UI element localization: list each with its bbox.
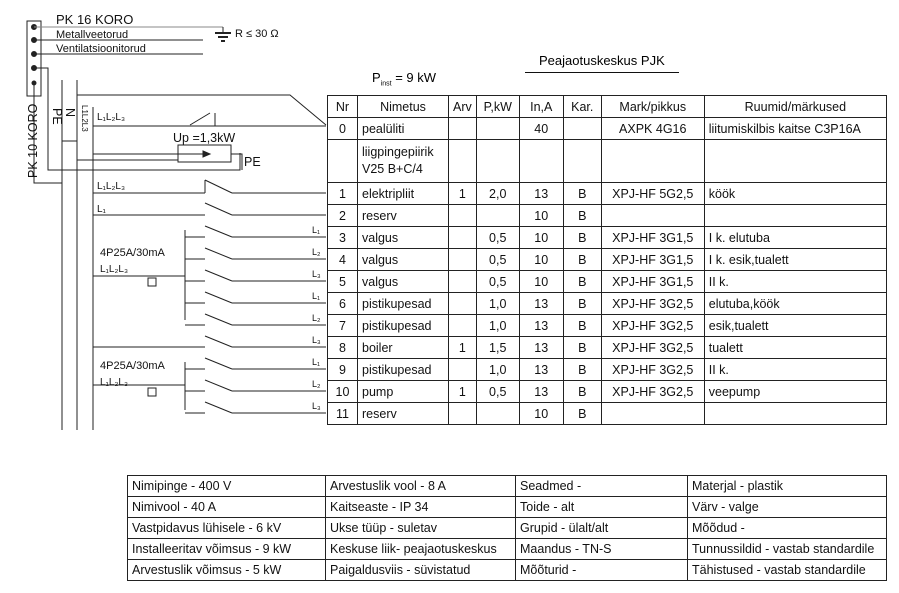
circuit-cell — [704, 205, 886, 227]
info-cell: Toide - alt — [516, 497, 688, 518]
circuit-cell: 0 — [328, 118, 358, 140]
circuit-cell: liitumiskilbis kaitse C3P16A — [704, 118, 886, 140]
circuit-cell: 13 — [519, 359, 563, 381]
circuit-cell: pistikupesad — [358, 359, 449, 381]
circuit-row — [328, 118, 887, 140]
column-header: Nr — [328, 96, 358, 118]
circuit-cell: 10 — [519, 249, 563, 271]
column-header: Arv — [449, 96, 477, 118]
pk16-label: PK 16 KORO — [56, 12, 134, 27]
circuit-cell: B — [563, 337, 601, 359]
circuit-cell: valgus — [358, 271, 449, 293]
circuit-cell: XPJ-HF 3G1,5 — [601, 249, 704, 271]
circuit-cell: esik,tualett — [704, 315, 886, 337]
circuit-cell: reserv — [358, 205, 449, 227]
info-cell: Paigaldusviis - süvistatud — [326, 560, 516, 581]
info-cell: Mõõdud - — [688, 518, 887, 539]
circuit-cell — [519, 140, 563, 183]
rcd-label-1: 4P25A/30mA — [100, 247, 165, 259]
circuit-cell: B — [563, 205, 601, 227]
circuit-row — [328, 403, 887, 425]
l123-label-2: L₁L₂L₃ — [97, 181, 126, 192]
info-row — [128, 539, 887, 560]
circuit-cell: B — [563, 359, 601, 381]
circuit-cell — [563, 140, 601, 183]
circuit-cell: elutuba,köök — [704, 293, 886, 315]
info-cell: Ukse tüüp - suletav — [326, 518, 516, 539]
circuit-cell: 1 — [449, 337, 477, 359]
circuit-cell: 1,0 — [476, 315, 519, 337]
circuit-cell: B — [563, 183, 601, 205]
installed-power — [372, 70, 436, 88]
circuit-cell — [476, 140, 519, 183]
circuit-cell: pistikupesad — [358, 293, 449, 315]
phase-l2: L₂ — [312, 247, 321, 257]
circuit-cell: B — [563, 403, 601, 425]
info-cell: Kaitseaste - IP 34 — [326, 497, 516, 518]
circuit-cell: B — [563, 315, 601, 337]
circuit-cell: 8 — [328, 337, 358, 359]
circuit-cell — [476, 205, 519, 227]
circuit-row — [328, 249, 887, 271]
panel-title: Peajaotuskeskus PJK — [525, 53, 679, 73]
phase-l1: L₁ — [312, 225, 321, 235]
circuit-cell: 1,0 — [476, 359, 519, 381]
column-header: Kar. — [563, 96, 601, 118]
circuit-row — [328, 337, 887, 359]
ground-icon — [215, 33, 231, 41]
circuit-row — [328, 293, 887, 315]
circuit-cell: B — [563, 271, 601, 293]
circuit-cell: liigpingepiirik V25 B+C/4 — [358, 140, 449, 183]
info-row — [128, 476, 887, 497]
circuit-cell — [449, 271, 477, 293]
terminal-dots — [32, 25, 37, 86]
circuit-cell: 10 — [519, 205, 563, 227]
circuit-cell — [449, 227, 477, 249]
circuit-cell: 4 — [328, 249, 358, 271]
circuit-cell: veepump — [704, 381, 886, 403]
circuit-cell: 1 — [328, 183, 358, 205]
circuit-cell: 10 — [328, 381, 358, 403]
circuit-cell: 13 — [519, 293, 563, 315]
info-cell: Nimivool - 40 A — [128, 497, 326, 518]
circuit-cell: 1 — [449, 381, 477, 403]
l-bus-label: L1L2L3 — [80, 105, 89, 132]
info-cell: Maandus - TN-S — [516, 539, 688, 560]
circuit-cell — [449, 118, 477, 140]
rcd-group-2 — [93, 336, 326, 413]
circuit-cell — [476, 118, 519, 140]
rcd1-phase-label: L₁L₂L₃ — [100, 264, 129, 275]
circuit-cell: 10 — [519, 227, 563, 249]
circuit-row — [328, 359, 887, 381]
circuit-cell: XPJ-HF 3G1,5 — [601, 271, 704, 293]
circuit-cell — [449, 403, 477, 425]
l123-label: L₁L₂L₃ — [97, 112, 126, 123]
panel-info-table — [127, 475, 887, 581]
circuit-cell — [601, 140, 704, 183]
info-cell: Värv - valge — [688, 497, 887, 518]
circuit-cell: XPJ-HF 3G2,5 — [601, 381, 704, 403]
info-cell: Materjal - plastik — [688, 476, 887, 497]
info-cell: Installeeritav võimsus - 9 kW — [128, 539, 326, 560]
circuit-cell: AXPK 4G16 — [601, 118, 704, 140]
info-cell: Arvestuslik vool - 8 A — [326, 476, 516, 497]
column-header: Ruumid/märkused — [704, 96, 886, 118]
circuit-cell: 0,5 — [476, 271, 519, 293]
circuit-cell: 1,0 — [476, 293, 519, 315]
vent-label: Ventilatsioonitorud — [56, 43, 146, 55]
circuit-cell: reserv — [358, 403, 449, 425]
circuit-cell — [476, 403, 519, 425]
circuit-row — [328, 183, 887, 205]
phase-l1: L₁ — [312, 357, 321, 367]
circuit-cell: köök — [704, 183, 886, 205]
info-cell: Keskuse liik- peajaotuskeskus — [326, 539, 516, 560]
circuit-cell: pistikupesad — [358, 315, 449, 337]
circuit-cell: 13 — [519, 337, 563, 359]
info-cell: Tunnussildid - vastab standardile — [688, 539, 887, 560]
circuit-cell — [449, 359, 477, 381]
info-cell: Vastpidavus lühisele - 6 kV — [128, 518, 326, 539]
circuit-cell: I k. esik,tualett — [704, 249, 886, 271]
circuit-cell: 6 — [328, 293, 358, 315]
circuit-cell: elektripliit — [358, 183, 449, 205]
circuit-cell: I k. elutuba — [704, 227, 886, 249]
circuit-cell — [601, 205, 704, 227]
circuit-cell — [449, 140, 477, 183]
info-row — [128, 518, 887, 539]
circuit-cell: 13 — [519, 381, 563, 403]
ground-resistance-label: R ≤ 30 Ω — [235, 28, 279, 40]
rcd-group-1 — [93, 226, 326, 325]
column-header: Nimetus — [358, 96, 449, 118]
circuit-cell: 13 — [519, 315, 563, 337]
l1-label: L₁ — [97, 204, 106, 215]
circuit-cell — [601, 403, 704, 425]
circuit-cell: XPJ-HF 3G2,5 — [601, 293, 704, 315]
circuit-cell: XPJ-HF 3G2,5 — [601, 315, 704, 337]
phase-l1: L₁ — [312, 291, 321, 301]
circuit-table-header — [328, 96, 887, 118]
info-cell: Nimipinge - 400 V — [128, 476, 326, 497]
circuit-row — [328, 205, 887, 227]
circuit-cell: B — [563, 381, 601, 403]
circuit-cell: XPJ-HF 3G2,5 — [601, 359, 704, 381]
circuit-cell: B — [563, 249, 601, 271]
info-cell: Tähistused - vastab standardile — [688, 560, 887, 581]
phase-l3: L₃ — [312, 335, 321, 345]
circuit-cell: II k. — [704, 271, 886, 293]
circuit-cell: 2,0 — [476, 183, 519, 205]
circuit-cell — [704, 140, 886, 183]
circuit-cell: 40 — [519, 118, 563, 140]
circuit-table — [327, 95, 887, 425]
pk10-label: PK 10 KORO — [26, 103, 40, 178]
circuit-row — [328, 315, 887, 337]
circuit-cell: 10 — [519, 403, 563, 425]
n-bus-label: N — [63, 108, 77, 118]
circuit-cell — [449, 249, 477, 271]
circuit-row — [328, 140, 887, 183]
circuit-cell — [328, 140, 358, 183]
circuit-cell: pealüliti — [358, 118, 449, 140]
circuit-cell: 10 — [519, 271, 563, 293]
circuit-row — [328, 271, 887, 293]
circuit-cell: 5 — [328, 271, 358, 293]
circuit-cell: II k. — [704, 359, 886, 381]
rcd-label-2: 4P25A/30mA — [100, 360, 165, 372]
circuit-cell: 1,5 — [476, 337, 519, 359]
circuit-cell — [563, 118, 601, 140]
phase-l2: L₂ — [312, 313, 321, 323]
circuit-cell: 2 — [328, 205, 358, 227]
pe-bus-label: PE — [50, 108, 64, 125]
info-cell: Seadmed - — [516, 476, 688, 497]
circuit-cell — [449, 315, 477, 337]
circuit-cell: tualett — [704, 337, 886, 359]
circuit-cell: B — [563, 293, 601, 315]
circuit-cell — [449, 293, 477, 315]
circuit-cell: 0,5 — [476, 381, 519, 403]
info-row — [128, 497, 887, 518]
pe-label: PE — [244, 155, 261, 169]
circuit-cell: 9 — [328, 359, 358, 381]
circuit-cell: XPJ-HF 5G2,5 — [601, 183, 704, 205]
circuit-cell: valgus — [358, 249, 449, 271]
column-header: Mark/pikkus — [601, 96, 704, 118]
circuit-cell: 1 — [449, 183, 477, 205]
rcd2-phase-label: L₁L₂L₃ — [100, 377, 129, 388]
info-cell: Grupid - ülalt/alt — [516, 518, 688, 539]
column-header: P,kW — [476, 96, 519, 118]
circuit-cell: boiler — [358, 337, 449, 359]
circuit-cell: 0,5 — [476, 249, 519, 271]
phase-l2: L₂ — [312, 379, 321, 389]
phase-l3: L₃ — [312, 269, 321, 279]
circuit-cell: B — [563, 227, 601, 249]
column-header: In,A — [519, 96, 563, 118]
circuit-cell: XPJ-HF 3G2,5 — [601, 337, 704, 359]
circuit-cell: 0,5 — [476, 227, 519, 249]
info-cell: Arvestuslik võimsus - 5 kW — [128, 560, 326, 581]
pinst-value: = 9 kW — [391, 70, 437, 85]
circuit-cell: valgus — [358, 227, 449, 249]
pinst-symbol: P — [372, 70, 381, 85]
circuit-cell: 13 — [519, 183, 563, 205]
circuit-cell: 3 — [328, 227, 358, 249]
circuit-row — [328, 227, 887, 249]
circuit-row — [328, 381, 887, 403]
surge-power-label: Up =1,3kW — [173, 131, 236, 145]
info-cell: Mõõturid - — [516, 560, 688, 581]
circuit-cell: XPJ-HF 3G1,5 — [601, 227, 704, 249]
pinst-subscript: inst — [380, 80, 392, 88]
circuit-cell — [449, 205, 477, 227]
circuit-cell — [704, 403, 886, 425]
circuit-cell: pump — [358, 381, 449, 403]
metall-label: Metallveetorud — [56, 29, 129, 41]
info-row — [128, 560, 887, 581]
circuit-cell: 11 — [328, 403, 358, 425]
circuit-cell: 7 — [328, 315, 358, 337]
phase-l3: L₃ — [312, 401, 321, 411]
